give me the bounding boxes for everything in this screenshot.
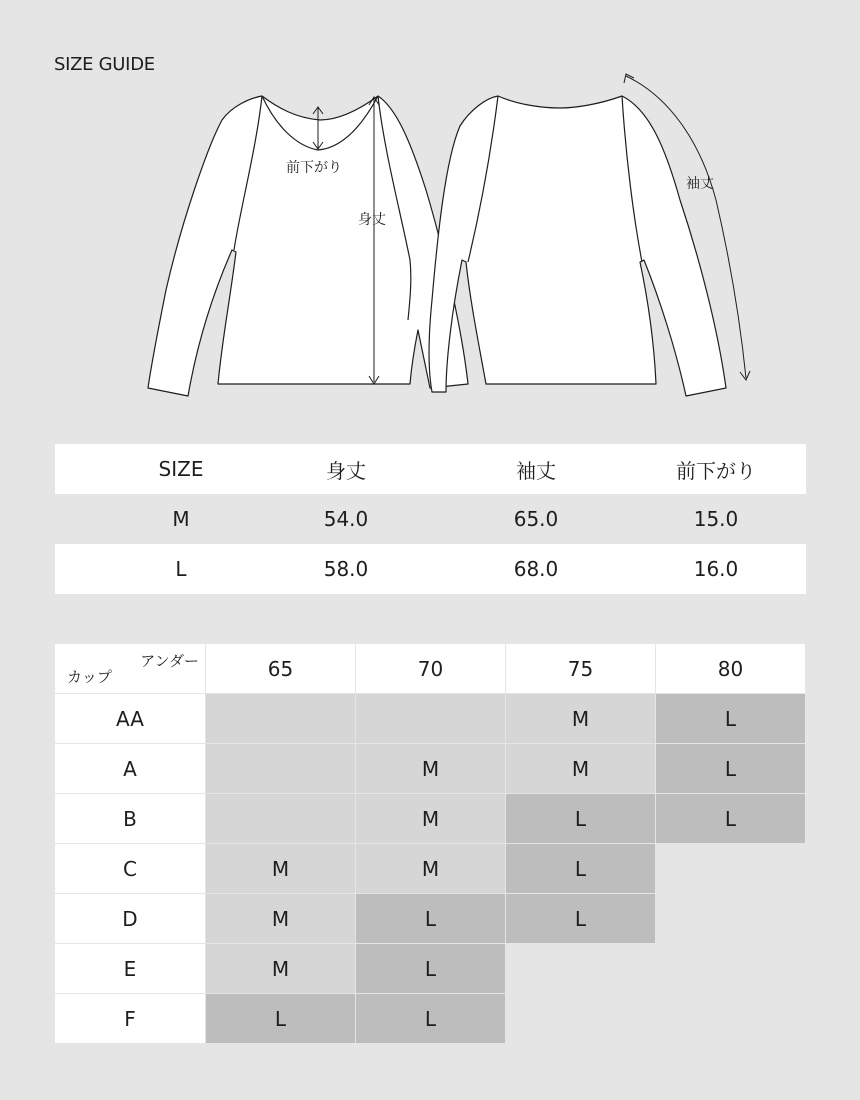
cup-row xyxy=(55,694,806,744)
cup-label-cell: AA xyxy=(55,694,205,743)
cup-table-header xyxy=(55,644,806,694)
under-size-header: 70 xyxy=(356,644,505,693)
cup-row xyxy=(55,944,806,994)
size-cell xyxy=(656,844,805,893)
size-cell: M xyxy=(356,744,505,793)
sleeve-length-label: 袖丈 xyxy=(686,176,714,192)
cup-label-cell: D xyxy=(55,894,205,943)
body-length-label: 身丈 xyxy=(358,212,386,228)
under-size-header: 65 xyxy=(206,644,355,693)
size-cell xyxy=(206,694,355,743)
sleeve-cell: 68.0 xyxy=(513,557,559,581)
size-cell: M xyxy=(506,744,655,793)
back-garment-outline xyxy=(429,96,726,396)
size-cell xyxy=(656,944,805,993)
cup-label-cell: B xyxy=(55,794,205,843)
front-drop-cell: 15.0 xyxy=(693,507,739,531)
size-cell: L xyxy=(506,894,655,943)
size-cell: M xyxy=(506,694,655,743)
size-cell: M xyxy=(172,507,190,531)
size-cell xyxy=(206,744,355,793)
size-cell: M xyxy=(356,844,505,893)
size-cell: L xyxy=(506,794,655,843)
cup-row xyxy=(55,844,806,894)
size-cell: L xyxy=(656,744,805,793)
header-size: SIZE xyxy=(158,457,204,481)
corner-cell xyxy=(55,644,205,693)
cup-label-cell: E xyxy=(55,944,205,993)
size-cell xyxy=(206,794,355,843)
length-cell: 54.0 xyxy=(323,507,369,531)
cup-row xyxy=(55,794,806,844)
size-cell: L xyxy=(506,844,655,893)
cup-size-table xyxy=(55,644,806,1044)
cup-label-cell: A xyxy=(55,744,205,793)
length-cell: 58.0 xyxy=(323,557,369,581)
size-cell: L xyxy=(206,994,355,1043)
header-front-drop: 前下がり xyxy=(676,458,756,483)
cup-label-cell: F xyxy=(55,994,205,1043)
size-cell xyxy=(506,944,655,993)
size-cell: L xyxy=(656,694,805,743)
size-row xyxy=(55,494,806,544)
size-cell: M xyxy=(206,844,355,893)
front-garment-outline xyxy=(148,96,468,396)
front-drop-label: 前下がり xyxy=(286,160,342,176)
size-cell: L xyxy=(356,944,505,993)
size-cell: M xyxy=(206,894,355,943)
header-sleeve: 袖丈 xyxy=(516,458,556,483)
cup-row xyxy=(55,994,806,1044)
cup-row xyxy=(55,744,806,794)
page-title: SIZE GUIDE xyxy=(54,54,155,75)
size-table xyxy=(55,444,806,594)
size-cell: M xyxy=(206,944,355,993)
size-cell: L xyxy=(356,894,505,943)
size-cell: L xyxy=(175,557,187,581)
size-row xyxy=(55,544,806,594)
cup-row xyxy=(55,894,806,944)
size-table-header xyxy=(55,444,806,494)
size-cell xyxy=(656,994,805,1043)
under-size-header: 75 xyxy=(506,644,655,693)
sleeve-cell: 65.0 xyxy=(513,507,559,531)
header-length: 身丈 xyxy=(326,458,366,483)
size-cell: L xyxy=(656,794,805,843)
size-cell xyxy=(356,694,505,743)
size-cell: M xyxy=(356,794,505,843)
cup-label-cell: C xyxy=(55,844,205,893)
garment-diagram xyxy=(0,0,860,420)
cup-label: カップ xyxy=(67,668,112,686)
front-drop-cell: 16.0 xyxy=(693,557,739,581)
under-size-header: 80 xyxy=(656,644,805,693)
size-cell: L xyxy=(356,994,505,1043)
size-cell xyxy=(656,894,805,943)
under-label: アンダー xyxy=(140,652,199,670)
size-cell xyxy=(506,994,655,1043)
